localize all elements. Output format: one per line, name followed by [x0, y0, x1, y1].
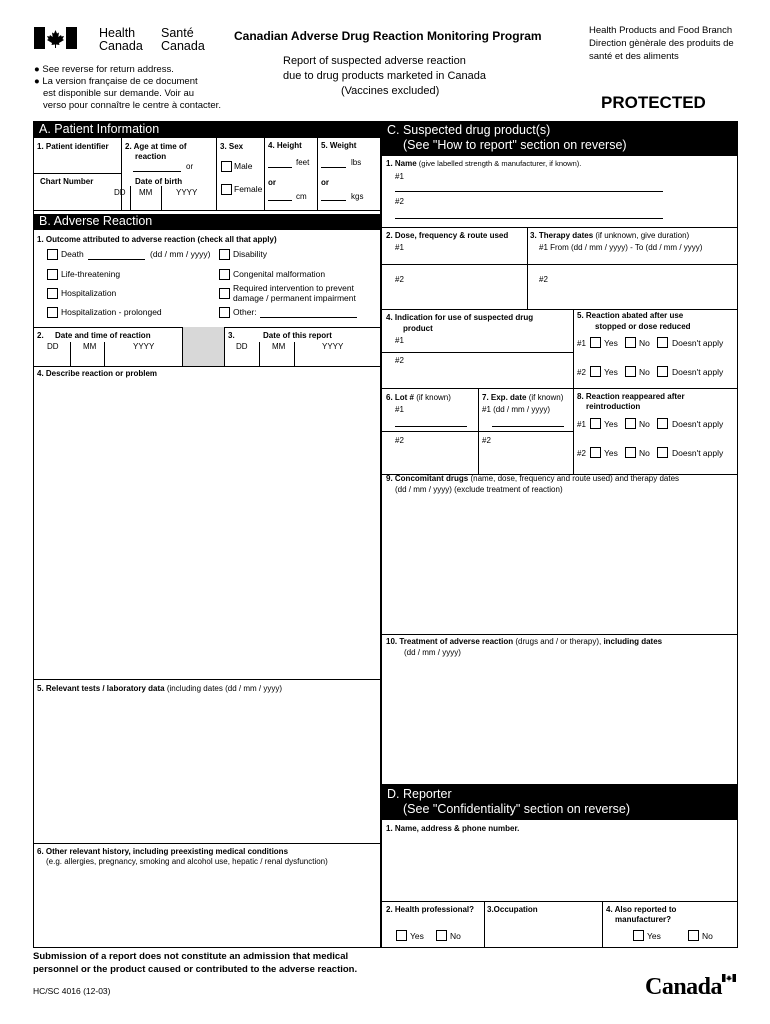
canada-flag-logo — [34, 27, 77, 49]
abated-2-yes-checkbox[interactable] — [590, 366, 601, 377]
report-date-dd: DD — [236, 342, 248, 351]
abated-1-no-checkbox[interactable] — [625, 337, 636, 348]
reappeared-n1: #1 — [577, 420, 586, 429]
health-professional-no-label: No — [450, 931, 461, 941]
reappeared-1-yes-label: Yes — [604, 419, 618, 429]
reappeared-1-na-label: Doesn't apply — [672, 419, 724, 429]
abated-n2: #2 — [577, 368, 586, 377]
reaction-date-num: 2. — [37, 331, 44, 340]
history-field[interactable] — [34, 870, 380, 947]
branch-line2: Direction gènèrale des produits de — [589, 38, 734, 49]
section-c-title — [381, 121, 738, 156]
tests-field[interactable] — [34, 696, 380, 842]
note-line2: ● La version française de ce document — [34, 76, 198, 87]
history-sub-label: (e.g. allergies, pregnancy, smoking and alcohol use, hepatic / renal dysfunction) — [46, 857, 328, 866]
health-professional-yes-label: Yes — [410, 931, 424, 941]
abated-1-no-label: No — [639, 338, 650, 348]
other-label: Other: — [233, 307, 257, 317]
abated-2-na-checkbox[interactable] — [657, 366, 668, 377]
reappeared-2-no-label: No — [639, 448, 650, 458]
age-or: or — [186, 162, 194, 171]
dob-mm: MM — [139, 188, 153, 197]
date-divider-shade — [182, 327, 224, 366]
weight-lbs-field[interactable] — [321, 167, 346, 168]
therapy-dates-n1: #1 From (dd / mm / yyyy) - To (dd / mm / yyyy) — [539, 243, 703, 252]
drug-name-label: 1. Name (give labelled strength & manufacturer, if known). — [386, 159, 582, 168]
also-reported-yes-checkbox[interactable] — [633, 930, 644, 941]
female-label: Female — [234, 184, 263, 194]
reappeared-2-no-checkbox[interactable] — [625, 447, 636, 458]
also-reported-label1: 4. Also reported to — [606, 905, 677, 914]
concomitant-label: 9. Concomitant drugs (name, dose, frequency and route used) and therapy dates — [386, 474, 680, 483]
tests-label: 5. Relevant tests / laboratory data (including dates (dd / mm / yyyy) — [37, 684, 282, 693]
reporter-name-field[interactable] — [382, 836, 737, 900]
reappeared-label1: 8. Reaction reappeared after — [577, 392, 685, 401]
weight-lbs-unit: lbs — [351, 158, 362, 167]
height-label: 4. Height — [268, 141, 302, 150]
occupation-label: 3.Occupation — [487, 905, 538, 914]
program-title: Canadian Adverse Drug Reaction Monitoring Program — [234, 29, 542, 43]
reaction-date-yyyy: YYYY — [133, 342, 155, 351]
death-date-format: (dd / mm / yyyy) — [150, 249, 211, 259]
abated-1-na-checkbox[interactable] — [657, 337, 668, 348]
note-line3: est disponible sur demande. Voir au — [43, 88, 195, 99]
outcome-label: 1. Outcome attributed to adverse reaction (check all that apply) — [37, 235, 277, 244]
also-reported-no-label: No — [702, 931, 713, 941]
indication-label1: 4. Indication for use of suspected drug — [386, 313, 534, 322]
describe-reaction-label: 4. Describe reaction or problem — [37, 369, 158, 378]
drug-name-n1: #1 — [395, 172, 404, 181]
reappeared-1-no-label: No — [639, 419, 650, 429]
death-label: Death — [61, 249, 84, 259]
dose-label: 2. Dose, frequency & route used — [386, 231, 509, 240]
reappeared-label2: reintroduction — [586, 402, 641, 411]
indication-label2: product — [403, 324, 433, 333]
life-threatening-checkbox[interactable] — [47, 269, 58, 280]
concomitant-sub-label: (dd / mm / yyyy) (exclude treatment of reaction) — [395, 485, 563, 494]
concomitant-field[interactable] — [382, 497, 737, 633]
also-reported-label2: manufacturer? — [615, 915, 672, 924]
subtitle-line1: Report of suspected adverse reaction — [283, 55, 466, 67]
report-date-label: Date of this report — [263, 331, 332, 340]
sex-label: 3. Sex — [220, 142, 244, 151]
abated-n1: #1 — [577, 339, 586, 348]
wordmark-flag-icon — [722, 974, 736, 982]
abated-1-na-label: Doesn't apply — [672, 338, 724, 348]
disability-label: Disability — [233, 249, 268, 259]
section-c-title-line2: (See "How to report" section on reverse) — [403, 138, 627, 152]
reappeared-2-na-checkbox[interactable] — [657, 447, 668, 458]
congenital-checkbox[interactable] — [219, 269, 230, 280]
submission-note-line1: Submission of a report does not constitute an admission that medical — [33, 951, 349, 962]
weight-or: or — [321, 178, 329, 187]
reappeared-1-na-checkbox[interactable] — [657, 418, 668, 429]
age-label: 2. Age at time of — [125, 142, 187, 151]
dob-dd: DD — [114, 188, 126, 197]
dob-label: Date of birth — [135, 177, 183, 186]
death-date-field[interactable] — [88, 259, 145, 260]
abated-label2: stopped or dose reduced — [595, 322, 691, 331]
canada-wordmark: Canada — [645, 974, 723, 1000]
other-field[interactable] — [260, 317, 357, 318]
reappeared-2-yes-label: Yes — [604, 448, 618, 458]
drug-name-field-1[interactable] — [395, 191, 663, 192]
weight-kgs-unit: kgs — [351, 192, 364, 201]
height-feet-unit: feet — [296, 158, 310, 167]
reappeared-2-na-label: Doesn't apply — [672, 448, 724, 458]
life-threatening-label: Life-threatening — [61, 269, 121, 279]
drug-name-n2: #2 — [395, 197, 404, 206]
report-date-yyyy: YYYY — [322, 342, 344, 351]
reappeared-n2: #2 — [577, 449, 586, 458]
age-field[interactable] — [133, 171, 181, 172]
lot-n2: #2 — [395, 436, 404, 445]
health-professional-no-checkbox[interactable] — [436, 930, 447, 941]
exp-n2: #2 — [482, 436, 491, 445]
describe-reaction-field[interactable] — [34, 380, 380, 678]
abated-1-yes-label: Yes — [604, 338, 618, 348]
branch-line1: Health Products and Food Branch — [589, 25, 733, 36]
subtitle-line2: due to drug products marketed in Canada — [283, 70, 487, 82]
weight-label: 5. Weight — [321, 141, 357, 150]
section-a-title: A. Patient Information — [33, 121, 381, 138]
canada-label: Canada — [99, 39, 143, 53]
intervention-label2: damage / permanent impairment — [233, 293, 356, 303]
indication-n2: #2 — [395, 356, 404, 365]
report-date-mm: MM — [272, 342, 286, 351]
treatment-sub-label: (dd / mm / yyyy) — [404, 648, 461, 657]
exp-field-1[interactable] — [492, 426, 564, 427]
male-checkbox[interactable] — [221, 161, 232, 172]
exp-label: 7. Exp. date (if known) — [482, 393, 564, 402]
health-professional-yes-checkbox[interactable] — [396, 930, 407, 941]
section-d-title — [381, 784, 738, 820]
reappeared-2-yes-checkbox[interactable] — [590, 447, 601, 458]
health-label: Health — [99, 26, 136, 40]
height-feet-field[interactable] — [268, 167, 292, 168]
male-label: Male — [234, 161, 253, 171]
congenital-label: Congenital malformation — [233, 269, 326, 279]
lot-field-1[interactable] — [395, 426, 467, 427]
female-checkbox[interactable] — [221, 184, 232, 195]
intervention-checkbox[interactable] — [219, 288, 230, 299]
section-c-title-line1: C. Suspected drug product(s) — [387, 123, 551, 137]
hospitalization-prolonged-checkbox[interactable] — [47, 307, 58, 318]
dob-yyyy: YYYY — [176, 188, 198, 197]
dose-n2: #2 — [395, 275, 404, 284]
health-professional-label: 2. Health professional? — [386, 905, 475, 914]
reaction-date-mm: MM — [83, 342, 97, 351]
abated-label1: 5. Reaction abated after use — [577, 311, 684, 320]
lot-label: 6. Lot # (if known) — [386, 393, 451, 402]
canada-fr-label: Canada — [161, 39, 205, 53]
branch-line3: santé et des aliments — [589, 51, 679, 62]
exp-n1: #1 (dd / mm / yyyy) — [482, 405, 551, 414]
form-code: HC/SC 4016 (12-03) — [33, 986, 111, 996]
section-b-title: B. Adverse Reaction — [33, 214, 381, 230]
abated-2-yes-label: Yes — [604, 367, 618, 377]
reporter-name-label: 1. Name, address & phone number. — [386, 824, 520, 833]
report-date-num: 3. — [228, 331, 235, 340]
reaction-date-dd: DD — [47, 342, 59, 351]
abated-2-no-checkbox[interactable] — [625, 366, 636, 377]
age-label2: reaction — [135, 152, 167, 161]
abated-2-no-label: No — [639, 367, 650, 377]
note-line1: ● See reverse for return address. — [34, 64, 174, 75]
sante-label: Santé — [161, 26, 194, 40]
chart-number-label: Chart Number — [40, 177, 94, 186]
protected-label: PROTECTED — [601, 93, 706, 112]
reappeared-1-no-checkbox[interactable] — [625, 418, 636, 429]
drug-name-field-2[interactable] — [395, 218, 663, 219]
dose-n1: #1 — [395, 243, 404, 252]
also-reported-yes-label: Yes — [647, 931, 661, 941]
other-checkbox[interactable] — [219, 307, 230, 318]
patient-identifier-label: 1. Patient identifier — [37, 142, 109, 151]
section-d-title-line2: (See "Confidentiality" section on reverse) — [403, 802, 631, 816]
reappeared-1-yes-checkbox[interactable] — [590, 418, 601, 429]
lot-n1: #1 — [395, 405, 404, 414]
therapy-dates-label: 3. Therapy dates (if unknown, give duration) — [530, 231, 690, 240]
height-or: or — [268, 178, 276, 187]
death-checkbox[interactable] — [47, 249, 58, 260]
intervention-label1: Required intervention to prevent — [233, 283, 354, 293]
abated-2-na-label: Doesn't apply — [672, 367, 724, 377]
abated-1-yes-checkbox[interactable] — [590, 337, 601, 348]
history-label: 6. Other relevant history, including preexisting medical conditions — [37, 847, 289, 856]
treatment-label: 10. Treatment of adverse reaction (drugs and / or therapy), including dates — [386, 637, 663, 646]
hospitalization-label: Hospitalization — [61, 288, 117, 298]
treatment-field[interactable] — [382, 660, 737, 782]
height-cm-unit: cm — [296, 192, 307, 201]
note-line4: verso pour connaître le centre à contacter. — [43, 100, 221, 111]
height-cm-field[interactable] — [268, 200, 292, 201]
also-reported-no-checkbox[interactable] — [688, 930, 699, 941]
subtitle-line3: (Vaccines excluded) — [341, 85, 440, 97]
hospitalization-checkbox[interactable] — [47, 288, 58, 299]
submission-note-line2: personnel or the product caused or contributed to the adverse reaction. — [33, 964, 358, 975]
section-d-title-line1: D. Reporter — [387, 787, 452, 801]
indication-n1: #1 — [395, 336, 404, 345]
disability-checkbox[interactable] — [219, 249, 230, 260]
reaction-date-label: Date and time of reaction — [55, 331, 151, 340]
hospitalization-prolonged-label: Hospitalization - prolonged — [61, 307, 162, 317]
therapy-dates-n2: #2 — [539, 275, 548, 284]
weight-kgs-field[interactable] — [321, 200, 346, 201]
